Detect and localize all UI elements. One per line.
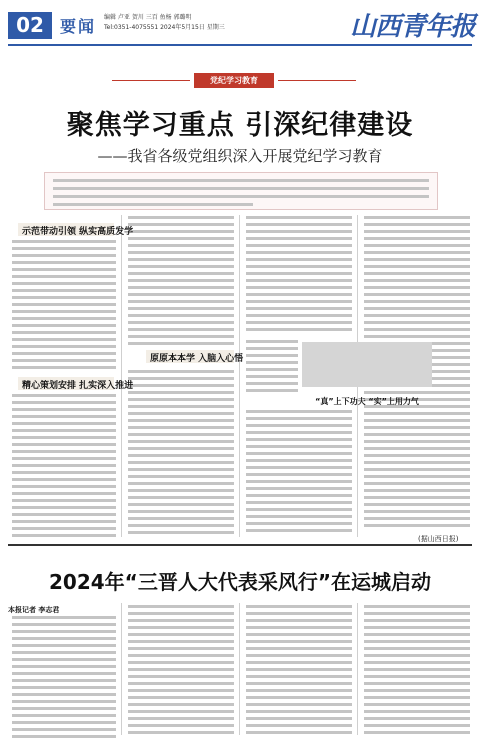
text-line bbox=[246, 675, 352, 678]
main-headline: 聚焦学习重点 引深纪律建设 bbox=[66, 110, 414, 141]
text-line bbox=[128, 293, 234, 296]
text-line bbox=[128, 412, 234, 415]
text-line bbox=[364, 482, 470, 485]
column-divider bbox=[121, 215, 122, 537]
text-line bbox=[364, 293, 470, 296]
story-source: (据山西日报) bbox=[418, 535, 459, 543]
text-line bbox=[12, 471, 116, 474]
text-line bbox=[128, 216, 234, 219]
text-line bbox=[246, 368, 298, 371]
text-line bbox=[246, 724, 352, 727]
text-line bbox=[128, 321, 234, 324]
text-line bbox=[12, 261, 116, 264]
text-line bbox=[364, 654, 470, 657]
text-line bbox=[246, 321, 352, 324]
text-line bbox=[128, 640, 234, 643]
text-line bbox=[12, 672, 116, 675]
text-line bbox=[12, 443, 116, 446]
text-line bbox=[364, 489, 470, 492]
text-line bbox=[246, 438, 352, 441]
text-line bbox=[128, 279, 234, 282]
text-line bbox=[128, 496, 234, 499]
text-line bbox=[12, 345, 116, 348]
text-line bbox=[246, 626, 352, 629]
text-line bbox=[12, 665, 116, 668]
text-line bbox=[128, 468, 234, 471]
text-line bbox=[128, 335, 234, 338]
text-line bbox=[246, 647, 352, 650]
text-line bbox=[364, 258, 470, 261]
subtitle-4: “真”上下功夫 “实”上用力气 bbox=[315, 397, 419, 406]
text-line bbox=[12, 527, 116, 530]
text-line bbox=[12, 506, 116, 509]
newspaper-logo: 山西青年报 bbox=[350, 12, 476, 42]
column-divider bbox=[121, 603, 122, 735]
text-line bbox=[246, 258, 352, 261]
text-line bbox=[246, 633, 352, 636]
text-line bbox=[12, 296, 116, 299]
text-line bbox=[12, 310, 116, 313]
text-line bbox=[246, 307, 352, 310]
text-line bbox=[246, 529, 352, 532]
text-line bbox=[128, 689, 234, 692]
text-line bbox=[246, 640, 352, 643]
text-line bbox=[364, 244, 470, 247]
text-line bbox=[246, 424, 352, 427]
contact-line: Tel:0351-4075551 2024年5月15日 星期三 bbox=[104, 24, 225, 31]
text-line bbox=[12, 240, 116, 243]
text-line bbox=[128, 682, 234, 685]
text-line bbox=[246, 522, 352, 525]
text-line bbox=[364, 626, 470, 629]
text-line bbox=[128, 461, 234, 464]
text-line bbox=[12, 422, 116, 425]
text-line bbox=[246, 487, 352, 490]
tag-decor-right bbox=[278, 80, 356, 81]
text-line bbox=[128, 370, 234, 373]
text-line bbox=[246, 286, 352, 289]
text-line bbox=[246, 223, 352, 226]
text-line bbox=[128, 447, 234, 450]
text-line bbox=[364, 307, 470, 310]
text-line bbox=[12, 436, 116, 439]
text-line bbox=[246, 452, 352, 455]
text-line bbox=[246, 279, 352, 282]
text-line bbox=[12, 637, 116, 640]
text-line bbox=[364, 300, 470, 303]
text-line bbox=[12, 324, 116, 327]
text-line bbox=[128, 426, 234, 429]
text-line bbox=[128, 696, 234, 699]
text-line bbox=[128, 244, 234, 247]
text-line bbox=[246, 703, 352, 706]
text-line bbox=[246, 710, 352, 713]
text-line bbox=[364, 619, 470, 622]
text-line bbox=[128, 440, 234, 443]
text-line bbox=[128, 517, 234, 520]
text-line bbox=[246, 300, 352, 303]
text-line bbox=[364, 230, 470, 233]
text-line bbox=[128, 731, 234, 734]
text-line bbox=[364, 237, 470, 240]
text-line bbox=[246, 717, 352, 720]
text-line bbox=[364, 412, 470, 415]
text-line bbox=[128, 286, 234, 289]
text-line bbox=[246, 251, 352, 254]
text-line bbox=[364, 612, 470, 615]
text-line bbox=[246, 265, 352, 268]
text-line bbox=[12, 289, 116, 292]
text-line bbox=[364, 689, 470, 692]
text-line bbox=[128, 454, 234, 457]
text-line bbox=[246, 466, 352, 469]
text-line bbox=[246, 314, 352, 317]
text-line bbox=[12, 623, 116, 626]
text-line bbox=[128, 398, 234, 401]
text-line bbox=[128, 668, 234, 671]
text-line bbox=[364, 717, 470, 720]
text-line bbox=[128, 419, 234, 422]
text-line bbox=[12, 366, 116, 369]
text-line bbox=[128, 265, 234, 268]
text-line bbox=[246, 501, 352, 504]
column-divider bbox=[239, 603, 240, 735]
text-line bbox=[246, 230, 352, 233]
text-line bbox=[12, 651, 116, 654]
text-line bbox=[246, 431, 352, 434]
story-separator bbox=[8, 544, 472, 546]
text-line bbox=[12, 616, 116, 619]
text-line bbox=[364, 475, 470, 478]
text-line bbox=[128, 703, 234, 706]
text-line bbox=[53, 187, 429, 190]
text-line bbox=[128, 314, 234, 317]
text-line bbox=[364, 279, 470, 282]
text-line bbox=[128, 230, 234, 233]
text-line bbox=[128, 391, 234, 394]
text-line bbox=[246, 696, 352, 699]
text-line bbox=[12, 735, 116, 738]
text-line bbox=[128, 475, 234, 478]
story2-headline: 2024年“三晋人大代表采风行”在运城启动 bbox=[49, 570, 431, 594]
text-line bbox=[364, 640, 470, 643]
text-line bbox=[128, 605, 234, 608]
text-line bbox=[12, 478, 116, 481]
text-line bbox=[128, 307, 234, 310]
text-line bbox=[364, 468, 470, 471]
page-number: 02 bbox=[16, 13, 44, 37]
text-line bbox=[12, 485, 116, 488]
text-line bbox=[12, 700, 116, 703]
text-line bbox=[246, 515, 352, 518]
text-line bbox=[246, 682, 352, 685]
text-line bbox=[364, 335, 470, 338]
text-line bbox=[364, 440, 470, 443]
text-line bbox=[12, 282, 116, 285]
text-line bbox=[12, 714, 116, 717]
text-line bbox=[12, 644, 116, 647]
text-line bbox=[12, 630, 116, 633]
text-line bbox=[128, 433, 234, 436]
text-line bbox=[246, 619, 352, 622]
text-line bbox=[364, 703, 470, 706]
text-line bbox=[364, 510, 470, 513]
text-line bbox=[12, 457, 116, 460]
text-line bbox=[128, 619, 234, 622]
text-line bbox=[128, 405, 234, 408]
text-line bbox=[246, 347, 298, 350]
subtitle-2: 精心策划安排 扎实深入推进 bbox=[22, 381, 134, 391]
text-line bbox=[364, 461, 470, 464]
text-line bbox=[246, 445, 352, 448]
text-line bbox=[246, 508, 352, 511]
text-line bbox=[364, 454, 470, 457]
text-line bbox=[128, 531, 234, 534]
text-line bbox=[12, 275, 116, 278]
text-line bbox=[128, 626, 234, 629]
text-line bbox=[246, 654, 352, 657]
text-line bbox=[12, 721, 116, 724]
text-line bbox=[12, 247, 116, 250]
text-line bbox=[246, 237, 352, 240]
text-line bbox=[12, 728, 116, 731]
text-line bbox=[128, 300, 234, 303]
text-line bbox=[246, 605, 352, 608]
text-line bbox=[246, 340, 298, 343]
text-line bbox=[12, 658, 116, 661]
text-line bbox=[12, 352, 116, 355]
text-line bbox=[12, 408, 116, 411]
text-line bbox=[246, 361, 298, 364]
text-line bbox=[12, 492, 116, 495]
text-line bbox=[364, 447, 470, 450]
text-line bbox=[12, 359, 116, 362]
text-line bbox=[53, 195, 429, 198]
text-line bbox=[364, 710, 470, 713]
text-line bbox=[246, 328, 352, 331]
text-line bbox=[364, 724, 470, 727]
text-line bbox=[364, 668, 470, 671]
subtitle-3: 原原本本学 入脑入心悟 bbox=[150, 354, 244, 364]
text-line bbox=[128, 633, 234, 636]
text-line bbox=[246, 244, 352, 247]
text-line bbox=[364, 503, 470, 506]
text-line bbox=[128, 258, 234, 261]
story2-byline: 本报记者 李志君 bbox=[8, 606, 60, 614]
text-line bbox=[364, 496, 470, 499]
text-line bbox=[12, 534, 116, 537]
text-line bbox=[12, 415, 116, 418]
text-line bbox=[12, 513, 116, 516]
text-line bbox=[128, 272, 234, 275]
text-line bbox=[364, 265, 470, 268]
text-line bbox=[12, 268, 116, 271]
text-line bbox=[128, 251, 234, 254]
text-line bbox=[128, 647, 234, 650]
text-line bbox=[246, 480, 352, 483]
text-line bbox=[12, 394, 116, 397]
masthead bbox=[0, 0, 480, 50]
text-line bbox=[364, 426, 470, 429]
text-line bbox=[364, 524, 470, 527]
text-line bbox=[128, 510, 234, 513]
section-title: 要闻 bbox=[60, 17, 97, 36]
text-line bbox=[246, 382, 298, 385]
text-line bbox=[364, 328, 470, 331]
text-line bbox=[364, 661, 470, 664]
text-line bbox=[128, 675, 234, 678]
text-line bbox=[246, 494, 352, 497]
text-line bbox=[364, 251, 470, 254]
text-line bbox=[246, 668, 352, 671]
text-line bbox=[53, 179, 429, 182]
text-line bbox=[364, 647, 470, 650]
text-line bbox=[128, 328, 234, 331]
text-line bbox=[12, 331, 116, 334]
editors-line: 编辑 卢亚 贺川 三百 鱼杨 郭璐明 bbox=[104, 14, 192, 21]
text-line bbox=[128, 503, 234, 506]
text-line bbox=[12, 317, 116, 320]
text-line bbox=[364, 605, 470, 608]
text-line bbox=[364, 223, 470, 226]
text-line bbox=[364, 696, 470, 699]
lead-summary-box bbox=[44, 172, 438, 210]
text-line bbox=[12, 520, 116, 523]
text-line bbox=[246, 731, 352, 734]
masthead-rule bbox=[8, 44, 472, 46]
text-line bbox=[364, 391, 470, 394]
text-line bbox=[12, 254, 116, 257]
text-line bbox=[12, 686, 116, 689]
news-photo bbox=[302, 342, 432, 387]
text-line bbox=[53, 203, 253, 206]
text-line bbox=[246, 354, 298, 357]
text-line bbox=[12, 679, 116, 682]
text-line bbox=[246, 293, 352, 296]
text-line bbox=[12, 401, 116, 404]
text-line bbox=[12, 303, 116, 306]
text-line bbox=[246, 689, 352, 692]
text-line bbox=[128, 654, 234, 657]
text-line bbox=[246, 473, 352, 476]
text-line bbox=[128, 524, 234, 527]
column-divider bbox=[357, 603, 358, 735]
text-line bbox=[364, 517, 470, 520]
text-line bbox=[364, 682, 470, 685]
text-line bbox=[12, 464, 116, 467]
text-line bbox=[128, 223, 234, 226]
tag-decor-left bbox=[112, 80, 190, 81]
text-line bbox=[246, 272, 352, 275]
text-line bbox=[364, 433, 470, 436]
text-line bbox=[12, 338, 116, 341]
text-line bbox=[246, 459, 352, 462]
text-line bbox=[246, 375, 298, 378]
text-line bbox=[12, 499, 116, 502]
text-line bbox=[128, 377, 234, 380]
text-line bbox=[364, 286, 470, 289]
text-line bbox=[246, 389, 298, 392]
text-line bbox=[12, 707, 116, 710]
text-line bbox=[364, 321, 470, 324]
text-line bbox=[128, 661, 234, 664]
text-line bbox=[128, 342, 234, 345]
text-line bbox=[364, 419, 470, 422]
text-line bbox=[128, 482, 234, 485]
main-subheadline: ——我省各级党组织深入开展党纪学习教育 bbox=[97, 147, 383, 165]
text-line bbox=[12, 450, 116, 453]
text-line bbox=[364, 314, 470, 317]
text-line bbox=[12, 429, 116, 432]
column-divider bbox=[239, 215, 240, 537]
subtitle-1: 示范带动引领 纵实高质发学 bbox=[22, 227, 134, 237]
text-line bbox=[128, 612, 234, 615]
text-line bbox=[246, 661, 352, 664]
text-line bbox=[364, 216, 470, 219]
text-line bbox=[246, 417, 352, 420]
text-line bbox=[364, 675, 470, 678]
text-line bbox=[128, 489, 234, 492]
text-line bbox=[12, 693, 116, 696]
text-line bbox=[128, 384, 234, 387]
text-line bbox=[246, 410, 352, 413]
text-line bbox=[128, 710, 234, 713]
text-line bbox=[128, 724, 234, 727]
text-line bbox=[128, 237, 234, 240]
text-line bbox=[246, 216, 352, 219]
section-tag: 党纪学习教育 bbox=[194, 73, 274, 88]
text-line bbox=[364, 272, 470, 275]
text-line bbox=[128, 717, 234, 720]
text-line bbox=[246, 612, 352, 615]
text-line bbox=[364, 633, 470, 636]
text-line bbox=[364, 731, 470, 734]
